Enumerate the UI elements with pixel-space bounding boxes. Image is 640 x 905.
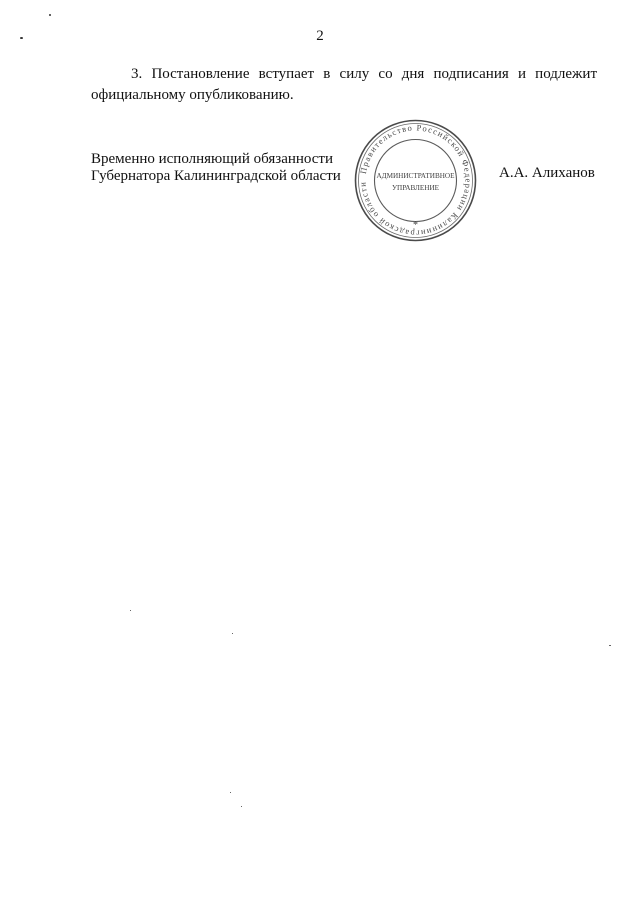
official-seal-stamp — [353, 118, 478, 243]
signer-name: А.А. Алиханов — [499, 165, 595, 181]
signature-position-line-1: Временно исполняющий обязанности — [91, 151, 334, 167]
paragraph-3: 3. Постановление вступает в силу со дня подписания и подлежит официальному опубликованию. — [91, 66, 597, 103]
scan-speck — [20, 37, 23, 39]
page-number: 2 — [316, 28, 324, 44]
seal-star: * — [413, 220, 418, 231]
seal-inner-line-1: АДМИНИСТРАТИВНОЕ — [376, 172, 455, 180]
scan-speck — [232, 633, 233, 634]
scan-speck — [230, 792, 231, 793]
signature-position — [91, 151, 341, 185]
seal-inner-line-2: УПРАВЛЕНИЕ — [391, 184, 440, 192]
seal-outer-text: Правительство Российской Федерации Калининградской области — [357, 122, 474, 239]
scan-speck — [241, 806, 242, 807]
scan-speck — [609, 645, 611, 646]
signature-position-line-2: Губернатора Калининградской области — [91, 168, 341, 184]
scan-speck — [130, 610, 131, 611]
scan-speck — [49, 14, 51, 16]
